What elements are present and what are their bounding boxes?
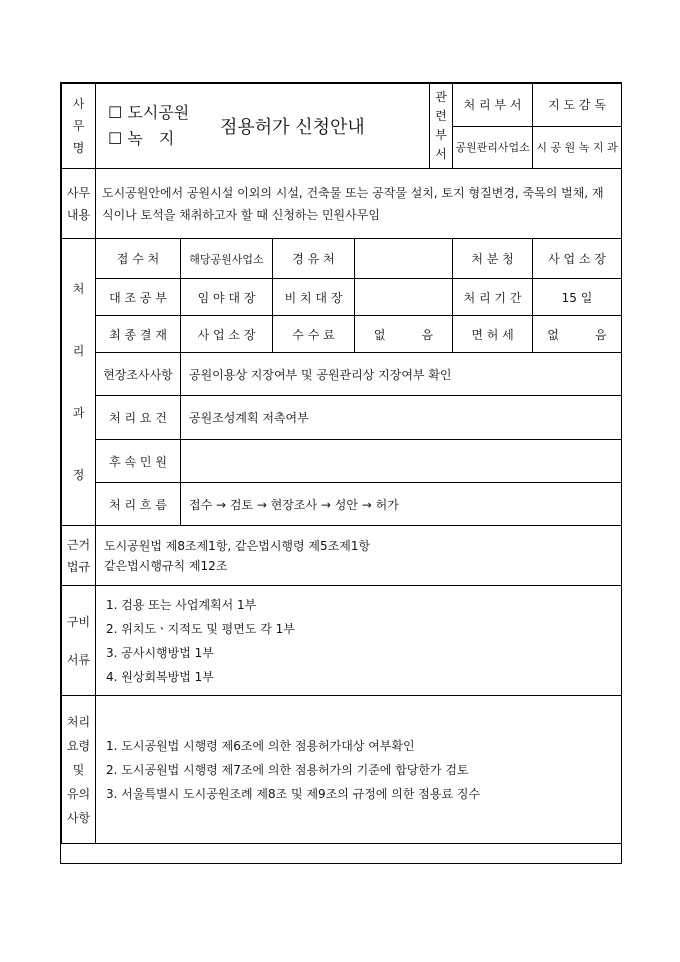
reception-label: 접 수 처: [96, 239, 181, 279]
section-label: 사 무 명: [62, 84, 96, 169]
flow-label: 처 리 흐 름: [96, 483, 181, 526]
guide-form: [60, 82, 622, 864]
content-text: 도시공원안에서 공원시설 이외의 시설, 건축물 또는 공작물 설치, 토지 형질변경, 죽목의 벌채, 재식이나 토석을 채취하고자 할 때 신청하는 민원사무임: [96, 169, 622, 239]
period-value: 15 일: [533, 279, 622, 316]
ledger2-label: 비 치 대 장: [273, 279, 355, 316]
dispatch-label: 처 분 청: [453, 239, 533, 279]
tax-label: 면 허 세: [453, 316, 533, 353]
checkbox-green-area[interactable]: ☐ 녹 지: [108, 129, 175, 148]
title-cell: [96, 84, 453, 169]
documents-list: [96, 586, 622, 696]
flow-value: 접수 → 검토 → 현장조사 → 성안 → 허가: [181, 483, 622, 526]
law-line: 도시공원법 제8조제1항, 같은법시행령 제5조제1항: [104, 538, 371, 553]
via-label: 경 유 처: [273, 239, 355, 279]
ledger-value: 임 야 대 장: [181, 279, 273, 316]
notes-list: [96, 696, 622, 844]
approval-label: 최 종 결 재: [96, 316, 181, 353]
dispatch-value: 사 업 소 장: [533, 239, 622, 279]
related-dept-label: 관 련 부 서: [429, 84, 452, 168]
documents-label: 구비 서류: [62, 586, 96, 696]
ledger-label: 대 조 공 부: [96, 279, 181, 316]
ledger2-value: [355, 279, 453, 316]
list-item: 1. 도시공원법 시행령 제6조에 의한 점용허가대상 여부확인: [106, 738, 415, 753]
list-item: 2. 도시공원법 시행령 제7조에 의한 점용허가의 기준에 합당한가 검토: [106, 762, 469, 777]
requirement-label: 처 리 요 건: [96, 396, 181, 440]
processing-dept-label: 처 리 부 서: [453, 84, 533, 127]
survey-value: 공원이용상 지장여부 및 공원관리상 지장여부 확인: [181, 353, 622, 396]
supervision-dept-label: 지 도 감 독: [533, 84, 622, 127]
fee-label: 수 수 료: [273, 316, 355, 353]
list-item: 3. 서울특별시 도시공원조례 제8조 및 제9조의 규정에 의한 점용료 징수: [106, 786, 481, 801]
notes-label: 처리 요령 및 유의 사항: [62, 696, 96, 844]
content-label: 사무 내용: [62, 169, 96, 239]
law-text: [96, 526, 622, 586]
process-label: 처 리 과 정: [62, 239, 96, 526]
follow-value: [181, 440, 622, 483]
fee-value: 없 음: [355, 316, 453, 353]
list-item: 3. 공사시행방법 1부: [106, 645, 214, 660]
period-label: 처 리 기 간: [453, 279, 533, 316]
supervision-dept-value: 시 공 원 녹 지 과: [533, 126, 622, 169]
tax-value: 없 음: [533, 316, 622, 353]
form-table: [61, 83, 622, 844]
checkbox-urban-park[interactable]: ☐ 도시공원: [108, 103, 190, 122]
processing-dept-value: 공원관리사업소: [453, 126, 533, 169]
approval-value: 사 업 소 장: [181, 316, 273, 353]
survey-label: 현장조사사항: [96, 353, 181, 396]
requirement-value: 공원조성계획 저촉여부: [181, 396, 622, 440]
list-item: 2. 위치도ㆍ지적도 및 평면도 각 1부: [106, 621, 295, 636]
follow-label: 후 속 민 원: [96, 440, 181, 483]
law-label: 근거 법규: [62, 526, 96, 586]
law-line: 같은법시행규칙 제12조: [104, 558, 228, 573]
reception-value: 해당공원사업소: [181, 239, 273, 279]
list-item: 4. 원상회복방법 1부: [106, 669, 214, 684]
list-item: 1. 검용 또는 사업계획서 1부: [106, 597, 257, 612]
via-value: [355, 239, 453, 279]
page-title: 점용허가 신청안내: [220, 117, 365, 138]
